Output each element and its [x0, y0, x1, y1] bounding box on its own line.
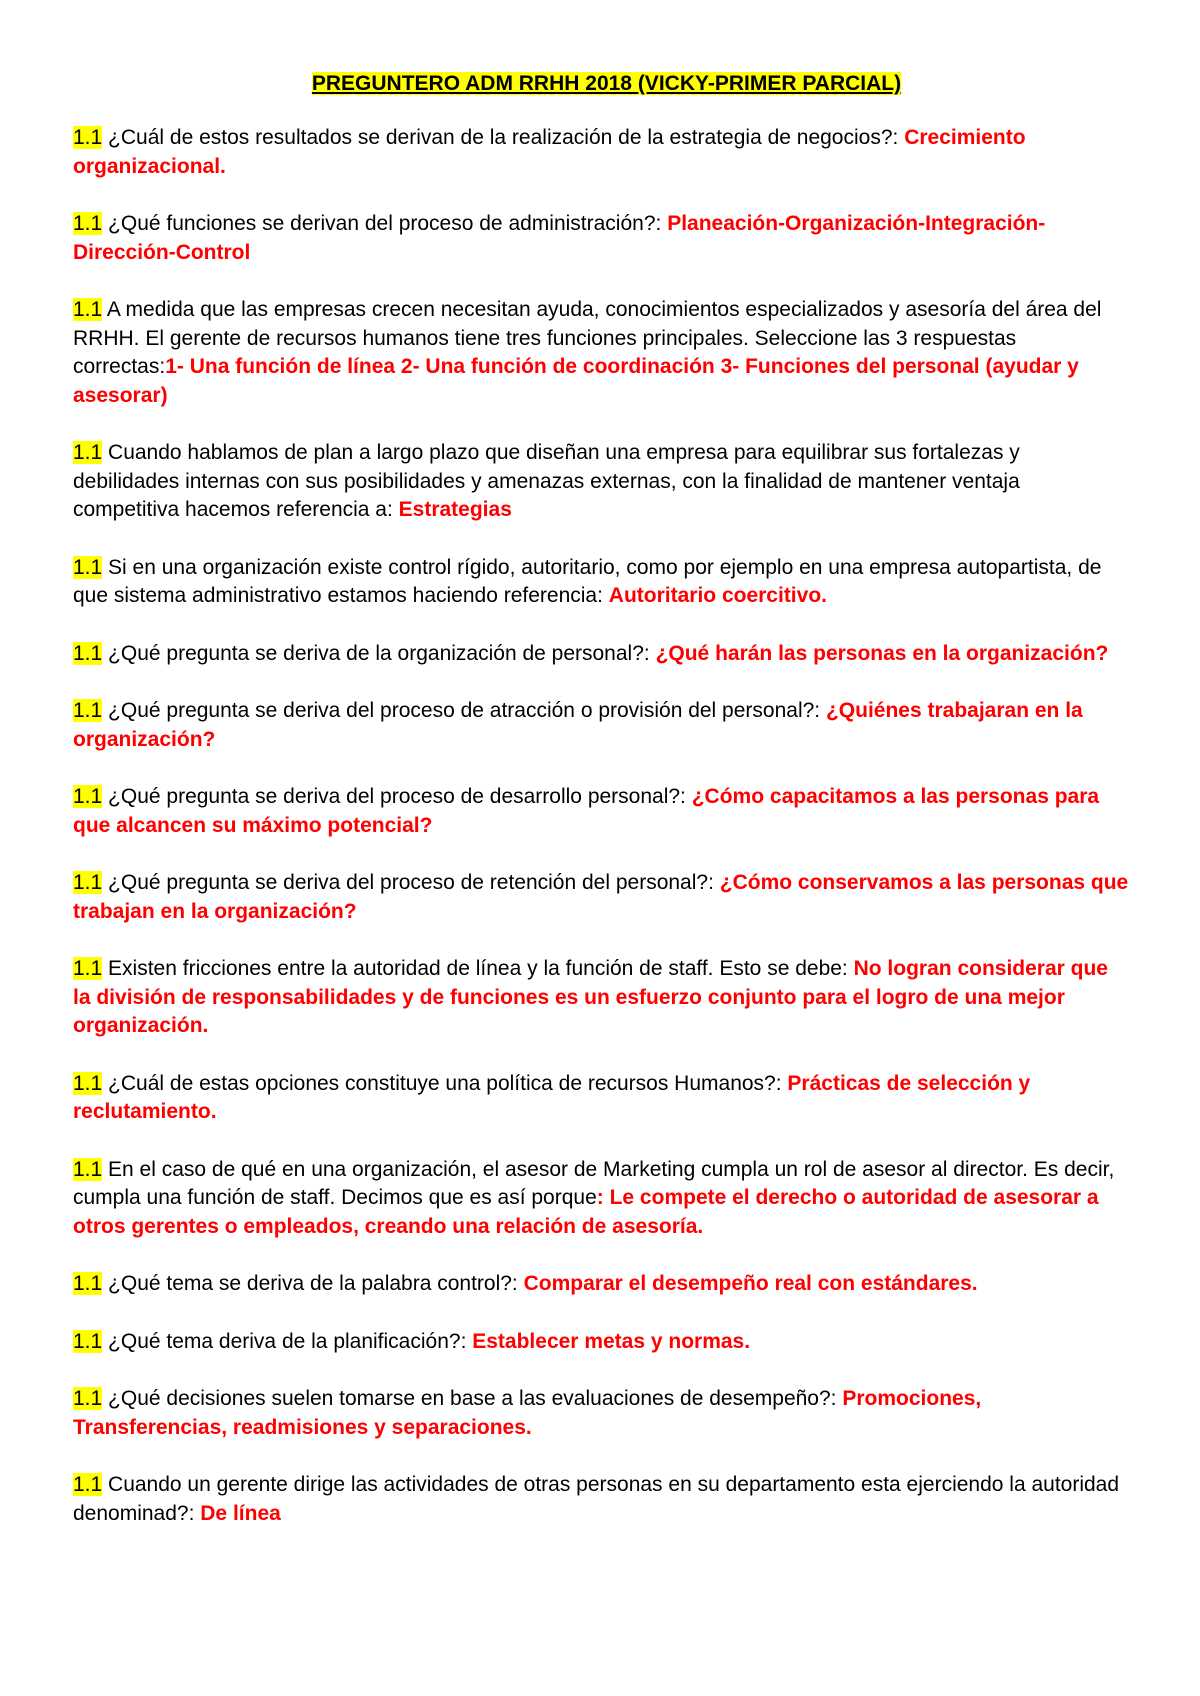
question-text: ¿Qué tema deriva de la planificación?: — [102, 1329, 473, 1353]
question-number: 1.1 — [73, 1473, 103, 1496]
question-answer: No logran considerar que la división de responsabilidades y de funciones es un esfuerzo conjunto para el logro de una mejor organización. — [73, 957, 1108, 1037]
question-answer: Autoritario coercitivo. — [608, 584, 827, 607]
question-number: 1.1 — [73, 1272, 103, 1295]
question-answer: ¿Cómo conservamos a las personas que trabajan en la organización? — [73, 871, 1129, 923]
question-text: ¿Qué tema se deriva de la palabra control?: — [102, 1272, 524, 1295]
question-number: 1.1 — [73, 699, 103, 722]
question-text: A medida que las empresas crecen necesitan ayuda, conocimientos especializados y asesoría del área del RRHH. El gerente de recursos humanos tiene tres funciones principales. Seleccione las 3 respuestas correctas: — [73, 298, 1102, 378]
question-item — [73, 640, 1130, 669]
question-number: 1.1 — [73, 212, 103, 235]
question-answer: : Le compete el derecho o autoridad de asesorar a otros gerentes o empleados, creando una relación de asesoría. — [73, 1186, 1099, 1238]
question-answer: Promociones, Transferencias, readmisiones y separaciones. — [73, 1387, 982, 1439]
question-text: Si en una organización existe control rígido, autoritario, como por ejemplo en una empresa autopartista, de que sistema administrativo estamos haciendo referencia: — [73, 555, 1102, 607]
question-item — [73, 783, 1130, 840]
question-answer: Establecer metas y normas. — [472, 1329, 751, 1353]
question-number: 1.1 — [73, 1071, 103, 1095]
document-title: PREGUNTERO ADM RRHH 2018 (VICKY-PRIMER PARCIAL) — [311, 72, 902, 95]
question-item — [73, 1328, 1130, 1357]
question-item — [73, 1270, 1130, 1299]
question-number: 1.1 — [73, 1329, 103, 1353]
question-number: 1.1 — [73, 1157, 103, 1181]
question-text: En el caso de qué en una organización, el asesor de Marketing cumpla un rol de asesor al director. Es decir, cumpla una función de staff. Decimos que es así porque — [73, 1157, 1115, 1209]
question-item — [73, 955, 1130, 1041]
question-text: ¿Qué pregunta se deriva del proceso de atracción o provisión del personal?: — [102, 699, 826, 722]
question-text: Cuando un gerente dirige las actividades de otras personas en su departamento esta ejerciendo la autoridad denominad?: — [73, 1473, 1120, 1525]
question-number: 1.1 — [73, 298, 103, 321]
question-item — [73, 124, 1130, 181]
question-item — [73, 1471, 1130, 1528]
question-answer: 1- Una función de línea 2- Una función de coordinación 3- Funciones del personal (ayudar y asesorar) — [73, 355, 1079, 407]
question-text: ¿Cuál de estas opciones constituye una política de recursos Humanos?: — [102, 1071, 788, 1095]
question-answer: Planeación-Organización-Integración-Dirección-Control — [73, 212, 1046, 264]
question-item — [73, 296, 1130, 410]
question-item — [73, 554, 1130, 611]
question-number: 1.1 — [73, 441, 103, 464]
question-answer: Prácticas de selección y reclutamiento. — [73, 1071, 1031, 1123]
question-text: Cuando hablamos de plan a largo plazo que diseñan una empresa para equilibrar sus fortalezas y debilidades internas con sus posibilidades y amenazas externas, con la finalidad de mantener ventaja competitiva hacemos referencia a: — [73, 441, 1020, 521]
question-item — [73, 439, 1130, 525]
question-answer: ¿Cómo capacitamos a las personas para que alcancen su máximo potencial? — [73, 785, 1100, 837]
question-item — [73, 697, 1130, 754]
question-item — [73, 869, 1130, 926]
question-answer: Crecimiento organizacional. — [73, 126, 1026, 178]
question-text: ¿Cuál de estos resultados se derivan de la realización de la estrategia de negocios?: — [102, 126, 905, 149]
question-number: 1.1 — [73, 641, 103, 665]
question-number: 1.1 — [73, 1387, 103, 1410]
question-text: ¿Qué pregunta se deriva del proceso de retención del personal?: — [102, 871, 720, 894]
question-text: ¿Qué pregunta se deriva de la organización de personal?: — [102, 641, 656, 665]
question-item — [73, 210, 1130, 267]
question-number: 1.1 — [73, 555, 103, 579]
question-item — [73, 1156, 1130, 1242]
question-answer: Estrategias — [398, 498, 512, 521]
question-item — [73, 1385, 1130, 1442]
question-number: 1.1 — [73, 785, 103, 808]
question-answer: De línea — [200, 1501, 281, 1525]
question-number: 1.1 — [73, 871, 103, 894]
question-answer: Comparar el desempeño real con estándares. — [523, 1272, 978, 1295]
question-text: Existen fricciones entre la autoridad de línea y la función de staff. Esto se debe: — [102, 957, 854, 980]
question-answer: ¿Qué harán las personas en la organización? — [655, 641, 1109, 665]
question-item — [73, 1070, 1130, 1127]
question-list — [73, 124, 1130, 1528]
question-text: ¿Qué pregunta se deriva del proceso de desarrollo personal?: — [102, 785, 692, 808]
question-text: ¿Qué funciones se derivan del proceso de administración?: — [102, 212, 668, 235]
question-number: 1.1 — [73, 957, 103, 980]
question-text: ¿Qué decisiones suelen tomarse en base a las evaluaciones de desempeño?: — [102, 1387, 843, 1410]
question-number: 1.1 — [73, 126, 103, 149]
question-answer: ¿Quiénes trabajaran en la organización? — [73, 699, 1083, 751]
